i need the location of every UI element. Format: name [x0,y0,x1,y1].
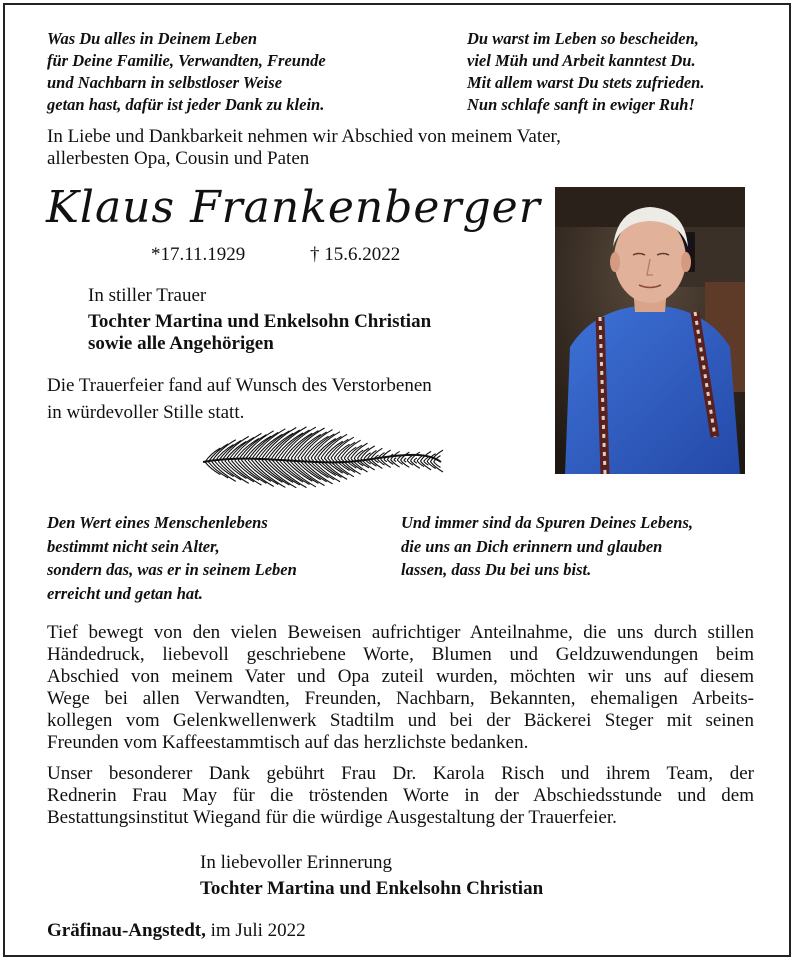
thanks-line: Freunden vom Kaffeestammtisch auf das herzlichste bedanken. [47,732,529,753]
poem-right [467,28,704,116]
thanks-line: Tief bewegt von den vielen Beweisen aufrichtiger Anteilnahme, die uns durch stillen [47,622,754,643]
quote-line: erreicht und getan hat. [47,583,203,603]
deceased-name: Klaus Frankenberger [46,182,541,233]
thanks-line: Wege bei allen Verwandten, Freunden, Nachbarn, Bekannten, ehemaligen Arbeits- [47,688,754,709]
ceremony-line: Die Trauerfeier fand auf Wunsch des Verstorbenen [47,375,432,396]
closing-signers: Tochter Martina und Enkelsohn Christian [200,878,544,899]
poem-line: Du warst im Leben so bescheiden, [467,29,699,48]
ceremony-line: in würdevoller Stille statt. [47,402,245,423]
quote-line: die uns an Dich erinnern und glauben [401,536,663,556]
thanks-line: Rednerin Frau May für die tröstenden Worte in der Abschiedsstunde und dem [47,785,754,806]
intro-line: In Liebe und Dankbarkeit nehmen wir Abschied von meinem Vater, [47,126,561,147]
intro-text [47,126,561,170]
portrait-photo [555,187,745,474]
birth-date: *17.11.1929 [151,244,246,265]
quote-line: lassen, dass Du bei uns bist. [401,560,592,579]
thanks-line: Abschied von meinem Vater und Opa zuteil wurden, möchten wir uns auf diesem [47,666,754,687]
quote-line: sondern das, was er in seinem Leben [47,560,297,579]
quote-line: bestimmt nicht sein Alter, [47,536,220,556]
quote-line: Den Wert eines Menschenlebens [47,513,268,532]
thanks-line: Unser besonderer Dank gebührt Frau Dr. Karola Risch und ihrem Team, der [47,763,754,784]
place: Gräfinau-Angstedt, [47,920,206,941]
mourners-intro: In stiller Trauer [88,285,207,306]
quote-left [47,511,297,605]
mourners-block [88,285,431,355]
poem-line: getan hast, dafür ist jeder Dank zu klein. [47,95,325,114]
palm-branch-icon [195,422,445,498]
special-thanks-paragraph [47,763,754,829]
death-date: † 15.6.2022 [310,244,401,265]
thanks-line: Bestattungsinstitut Wiegand für die würdige Ausgestaltung der Trauerfeier. [47,807,617,828]
poem-line: Nun schlafe sanft in ewiger Ruh! [467,95,695,114]
poem-left [47,28,326,116]
thanks-paragraph [47,622,754,754]
poem-line: viel Müh und Arbeit kanntest Du. [467,51,696,70]
poem-line: Mit allem warst Du stets zufrieden. [467,73,705,92]
quote-right [401,511,693,582]
date: im Juli 2022 [205,920,306,941]
intro-line: allerbesten Opa, Cousin und Paten [47,148,310,169]
quote-line: Und immer sind da Spuren Deines Lebens, [401,513,693,532]
ceremony-text [47,372,432,426]
closing-block [200,852,543,900]
poem-line: für Deine Familie, Verwandten, Freunde [47,51,326,70]
thanks-line: Händedruck, liebevoll geschriebene Worte, Blumen und Geldzuwendungen beim [47,644,754,665]
mourners-line: sowie alle Angehörigen [88,333,274,354]
poem-line: Was Du alles in Deinem Leben [47,29,258,48]
closing-intro: In liebevoller Erinnerung [200,852,393,873]
mourners-line: Tochter Martina und Enkelsohn Christian [88,311,432,332]
thanks-line: kollegen vom Gelenkwellenwerk Stadtilm und bei der Bäckerei Steger mit seinen [47,710,754,731]
place-date [47,920,306,942]
poem-line: und Nachbarn in selbstloser Weise [47,73,283,92]
